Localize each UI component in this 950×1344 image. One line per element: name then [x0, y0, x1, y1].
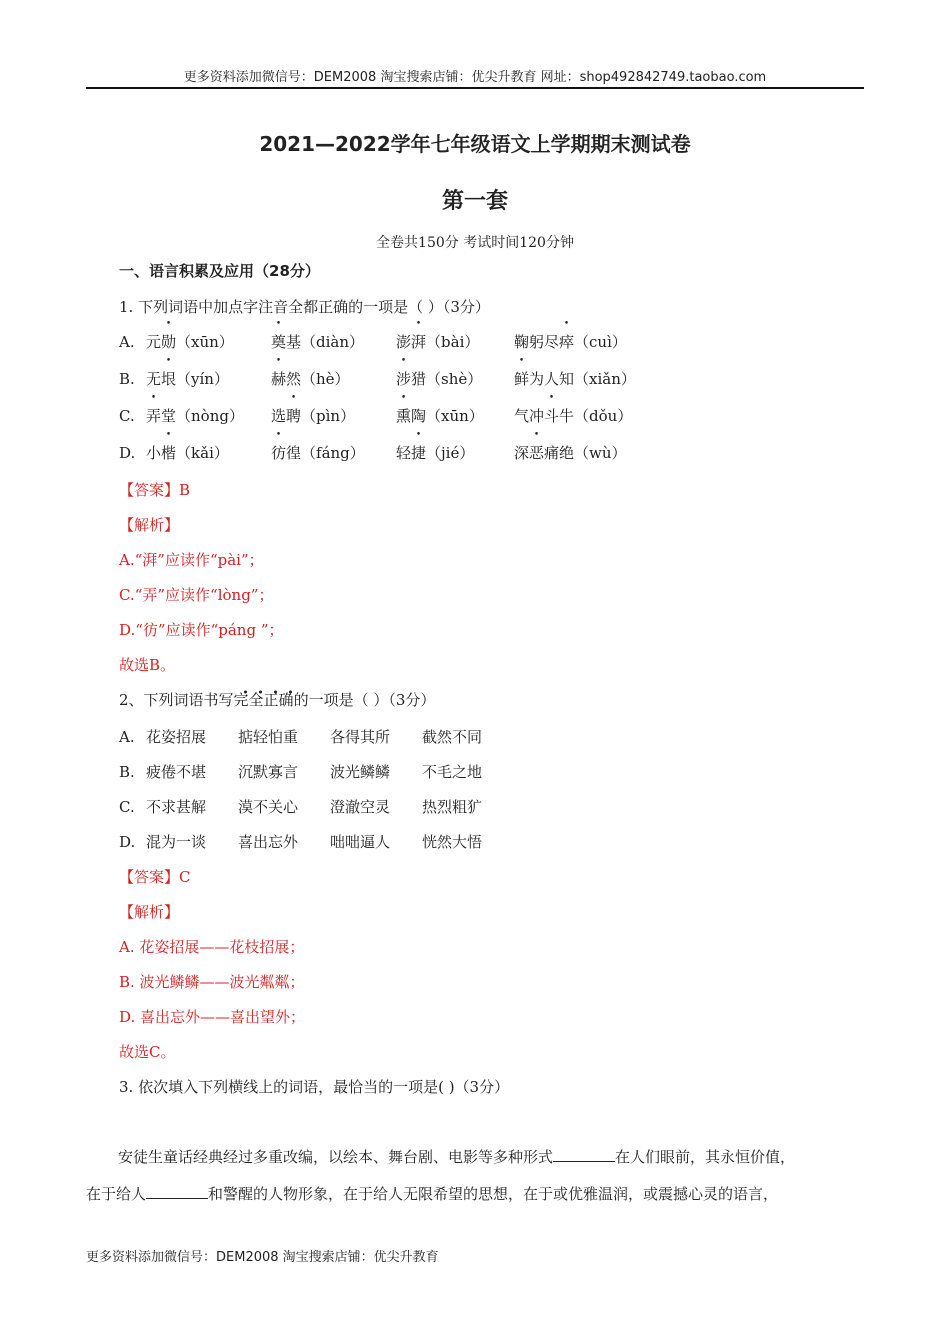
- q1-analysis-label: 【解析】: [119, 516, 180, 534]
- q2-answer: 【答案】C: [119, 868, 191, 886]
- q2-stem: 2、下列词语书写完全正确的一项是（ ）（3分）: [119, 691, 436, 709]
- q1-analysis-line: A.“湃”应读作“pài”；: [119, 551, 264, 569]
- q2-analysis-label: 【解析】: [119, 903, 180, 921]
- exam-meta: 全卷共150分 考试时间120分钟: [376, 235, 574, 251]
- section-heading: 一、语言积累及应用（28分）: [119, 262, 320, 280]
- q2-option-b: B. 疲倦不堪 沉默寡言 波光鳞鳞 不毛之地: [119, 763, 483, 781]
- fill-blank[interactable]: [146, 1184, 208, 1199]
- q2-analysis-line: B. 波光鳞鳞——波光粼粼；: [119, 973, 305, 991]
- q2-option-d: D. 混为一谈 喜出忘外 咄咄逼人 恍然大悟: [119, 833, 483, 851]
- q1-option-c: C. 弄堂（nòng） 选聘（pìn） 熏陶（xūn） 气冲斗牛（dǒu）: [119, 407, 633, 425]
- q2-option-c: C. 不求甚解 漠不关心 澄澈空灵 热烈粗犷: [119, 798, 483, 816]
- fill-blank[interactable]: [553, 1147, 615, 1162]
- q1-analysis-line: D.“彷”应读作“páng ”；: [119, 621, 284, 639]
- q3-passage-line: 安徒生童话经典经过多重改编，以绘本、舞台剧、电影等多种形式 在人们眼前，其永恒价值，: [118, 1148, 796, 1166]
- page-header: 更多资料添加微信号：DEM2008 淘宝搜索店铺：优尖升教育 网址：shop492842749.taobao.com: [183, 70, 767, 85]
- exam-title: 2021—2022学年七年级语文上学期期末测试卷: [259, 132, 691, 156]
- q1-stem: 1. 下列词语中加点字注音全都正确的一项是（ ）（3分）: [119, 298, 490, 316]
- q1-answer: 【答案】B: [119, 481, 191, 499]
- q1-conclusion: 故选B。: [119, 656, 176, 674]
- exam-subtitle: 第一套: [441, 189, 508, 214]
- q2-analysis-line: D. 喜出忘外——喜出望外；: [119, 1008, 306, 1026]
- page-footer: 更多资料添加微信号：DEM2008 淘宝搜索店铺：优尖升教育: [86, 1250, 439, 1265]
- q2-analysis-line: A. 花姿招展——花枝招展；: [119, 938, 305, 956]
- q3-stem: 3. 依次填入下列横线上的词语，最恰当的一项是( )（3分）: [119, 1078, 510, 1096]
- q1-analysis-line: C.“弄”应读作“lòng”；: [119, 586, 274, 604]
- q1-option-a: A. 元勋（xūn） 奠基（diàn） 澎湃（bài） 鞠躬尽瘁（cuì）: [119, 333, 627, 351]
- q2-option-a: A. 花姿招展 掂轻怕重 各得其所 截然不同: [119, 728, 483, 746]
- q3-passage-line: 在于给人 和警醒的人物形象，在于给人无限希望的思想，在于或优雅温润，或震撼心灵的语言，: [86, 1185, 779, 1203]
- emphasis-text: 完全正确: [233, 691, 294, 709]
- q2-conclusion: 故选C。: [119, 1043, 176, 1061]
- q1-option-d: D. 小楷（kǎi） 彷徨（fáng） 轻捷（jié） 深恶痛绝（wù）: [119, 444, 627, 462]
- q1-option-b: B. 无垠（yín） 赫然（hè） 涉猎（shè） 鲜为人知（xiǎn）: [119, 370, 636, 388]
- header-rule: [86, 87, 864, 89]
